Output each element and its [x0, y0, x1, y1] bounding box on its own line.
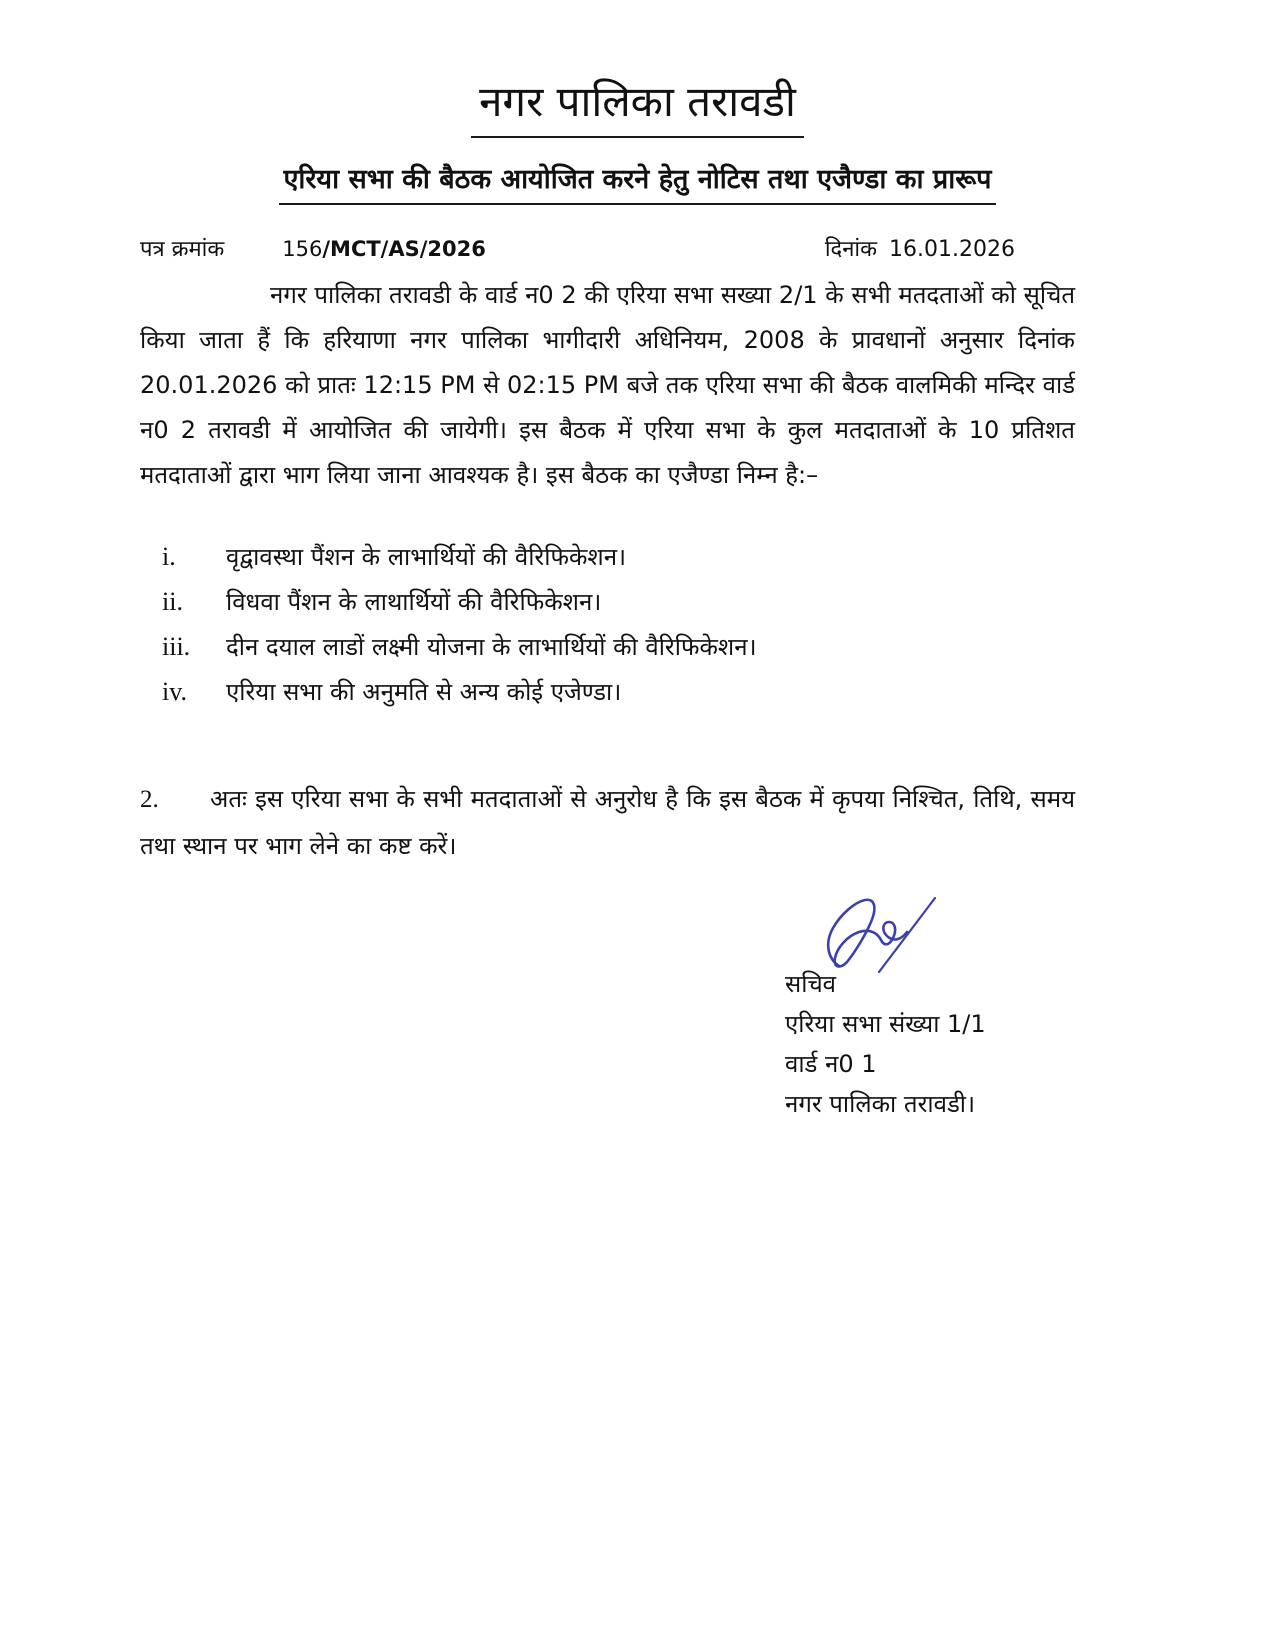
agenda-item: [162, 585, 1275, 630]
signatory-area-sabha: एरिया सभा संख्या 1/1: [785, 1009, 986, 1038]
letter-number-suffix: /MCT/AS/2026: [322, 236, 486, 261]
reference-row: [140, 233, 1075, 263]
date-label: दिनांक: [824, 236, 878, 262]
agenda-item-text: दीन दयाल लाडों लक्ष्मी योजना के लाभार्थियों की वैरिफिकेशन।: [226, 632, 757, 661]
signature-scribble-icon: [817, 884, 947, 976]
date-group: [825, 233, 1015, 263]
date-value: 16.01.2026: [889, 236, 1015, 262]
signature-block: [785, 884, 1125, 1124]
agenda-item-text: एरिया सभा की अनुमति से अन्य कोई एजेण्डा।: [226, 677, 622, 706]
title-row: [0, 0, 1275, 138]
agenda-item: [162, 675, 1275, 720]
closing-paragraph-text: अतः इस एरिया सभा के सभी मतदाताओं से अनुरोध है कि इस बैठक में कृपया निश्चित, तिथि, समय तथा स्थान पर भाग लेने का कष्ट करें।: [140, 784, 1075, 860]
signatory-designation: सचिव: [785, 969, 837, 998]
subtitle-row: [0, 164, 1275, 204]
page-title: नगर पालिका तरावडी: [471, 78, 804, 138]
agenda-list: [0, 540, 1275, 720]
agenda-item-marker: iii.: [162, 631, 191, 661]
letter-number-value: [282, 237, 486, 261]
signature-stroke-main: [828, 899, 907, 966]
page-subtitle: एरिया सभा की बैठक आयोजित करने हेतु नोटिस तथा एजैण्डा का प्रारूप: [279, 164, 995, 204]
agenda-item-marker: iv.: [162, 676, 188, 706]
agenda-item: [162, 540, 1275, 585]
closing-paragraph: [140, 776, 1075, 870]
agenda-item-text: विधवा पैंशन के लाथार्थियों की वैरिफिकेशन।: [226, 587, 602, 616]
closing-paragraph-marker: 2.: [140, 785, 159, 813]
agenda-item-marker: i.: [162, 541, 176, 571]
notice-body-paragraph: नगर पालिका तरावडी के वार्ड न0 2 की एरिया सभा सख्या 2/1 के सभी मतदताओं को सूचित किया जाता हैं कि हरियाणा नगर पालिका भागीदारी अधिनियम, 2008 के प्रावधानों अनुसार दिनांक 20.01.2026 को प्रातः 12:15 PM से 02:15 PM बजे तक एरिया सभा की बैठक वालमिकी मन्दिर वार्ड न0 2 तरावडी में आयोजित की जायेगी। इस बैठक में एरिया सभा के कुल मतदाताओं के 10 प्रतिशत मतदाताओं द्वारा भाग लिया जाना आवश्यक है। इस बैठक का एजैण्डा निम्न है:–: [140, 280, 1075, 489]
letter-number-label: पत्र क्रमांक: [140, 236, 225, 262]
signatory-municipality: नगर पालिका तरावडी।: [785, 1089, 976, 1118]
letter-number-prefix: 156: [282, 236, 323, 261]
agenda-item-text: वृद्वावस्था पैंशन के लाभार्थियों की वैरिफिकेशन।: [226, 542, 627, 571]
signatory-ward: वार्ड न0 1: [785, 1049, 877, 1078]
letter-number-group: [140, 233, 486, 263]
agenda-item-marker: ii.: [162, 586, 183, 616]
agenda-item: [162, 630, 1275, 675]
